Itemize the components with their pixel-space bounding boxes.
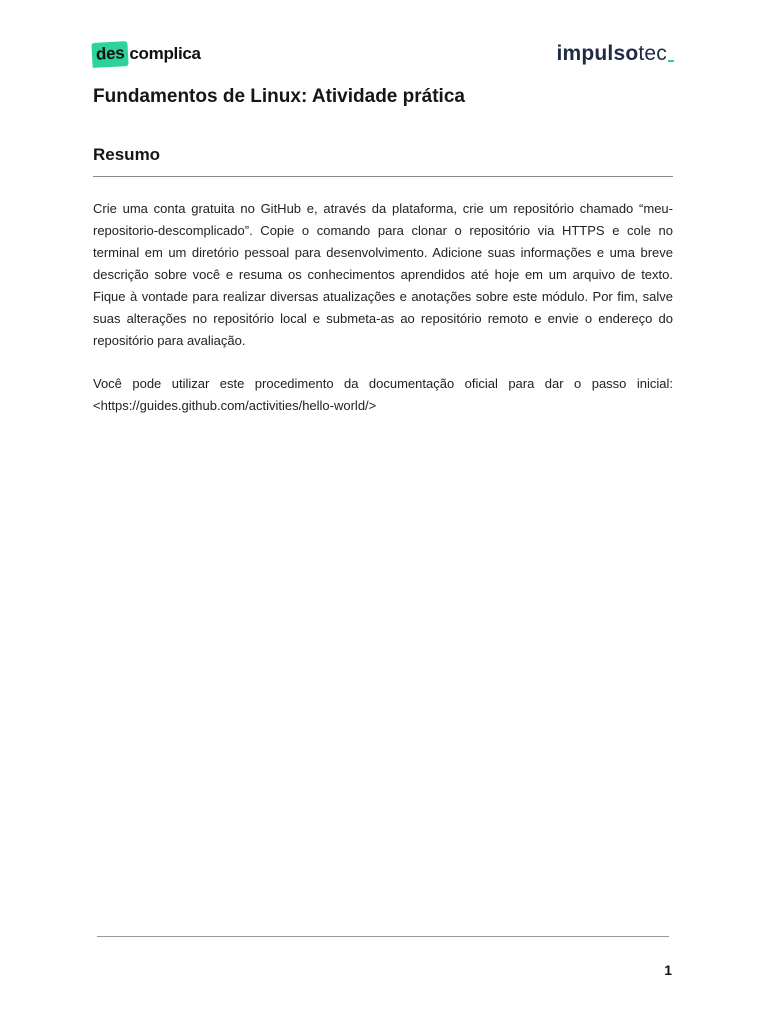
logo-wordmark-light: tec bbox=[638, 42, 667, 65]
page-number: 1 bbox=[664, 962, 672, 978]
footer-divider bbox=[97, 936, 669, 937]
section-divider bbox=[93, 176, 673, 177]
logo-badge: des bbox=[91, 41, 129, 68]
section-title: Resumo bbox=[93, 145, 161, 164]
impulsotec-logo bbox=[556, 42, 674, 66]
logo-wordmark-strong: impulso bbox=[556, 42, 639, 65]
paragraph-reference: Você pode utilizar este procedimento da documentação oficial para dar o passo inicial: <https://guides.github.com/activities/hello-world/> bbox=[93, 376, 673, 413]
logo-wordmark: complica bbox=[129, 44, 201, 63]
body-text bbox=[93, 198, 673, 438]
paragraph-instructions: Crie uma conta gratuita no GitHub e, através da plataforma, crie um repositório chamado “meu-repositorio-descomplicado”. Copie o comando para clonar o repositório via HTTPS e cole no terminal em um diretório pessoal para desenvolvimento. Adicione suas informações e uma breve descrição sobre você e resuma os conhecimentos aprendidos até hoje em um arquivo de texto. Fique à vontade para realizar diversas atualizações e anotações sobre este módulo. Por fim, salve suas alterações no repositório local e submeta-as ao repositório remoto e envie o endereço do repositório para avaliação. bbox=[93, 201, 673, 348]
descomplica-logo bbox=[92, 40, 201, 68]
logo-underscore-mark bbox=[668, 60, 674, 62]
document-title: Fundamentos de Linux: Atividade prática bbox=[93, 86, 465, 107]
